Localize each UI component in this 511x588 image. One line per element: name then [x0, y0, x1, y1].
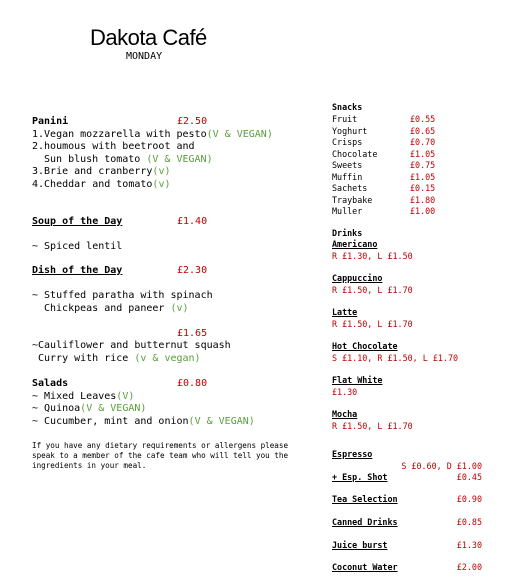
dish-price: £2.30 — [177, 265, 208, 276]
drink-coconut-price: £2.00 — [456, 562, 482, 572]
panini-item-1-tag: (V & VEGAN) — [206, 128, 273, 140]
panini-item-2a: 2.houmous with beetroot and — [32, 141, 195, 152]
panini-item-2b-name: Sun blush tomato — [44, 153, 141, 165]
dish-item-2b-name: Curry with rice — [38, 352, 129, 364]
drinks-heading: Drinks — [332, 228, 363, 238]
snack-name-8: Muller — [332, 206, 363, 216]
allergen-note: If you have any dietary requirements or allergens please speak to a member of the cafe team who will tell you the ingredients in your meal. — [32, 441, 289, 470]
panini-item-3-tag: (v) — [152, 166, 171, 177]
dish-item-1b — [44, 303, 189, 316]
dish-heading: Dish of the Day — [32, 265, 123, 276]
soup-item: ~ Spiced lentil — [32, 241, 123, 252]
snack-name-4: Sweets — [332, 160, 363, 170]
dish-item-2a: ~Cauliflower and butternut squash — [32, 340, 231, 351]
dish-item-1-tag: (v) — [170, 302, 189, 314]
snack-price-0: £0.55 — [410, 114, 436, 124]
salads-item-1-name: ~ Mixed Leaves — [32, 390, 117, 402]
drink-espresso-name: Espresso — [332, 449, 373, 459]
dish-item-2-tag: (v & vegan) — [134, 352, 201, 364]
snack-price-2: £0.70 — [410, 137, 436, 147]
drink-canned-price: £0.85 — [456, 517, 482, 527]
panini-heading: Panini — [32, 116, 69, 127]
drink-flat-white-price: £1.30 — [332, 386, 358, 397]
snack-name-5: Muffin — [332, 171, 363, 182]
snack-price-3: £1.05 — [410, 148, 436, 159]
snack-price-7: £1.80 — [410, 194, 436, 205]
drink-latte-price: R £1.50, L £1.70 — [332, 318, 413, 329]
snack-price-5: £1.05 — [410, 171, 436, 182]
drink-canned-name: Canned Drinks — [332, 517, 398, 527]
salads-item-3-tag: (V & VEGAN) — [188, 415, 255, 427]
drink-juice-price: £1.30 — [456, 540, 482, 550]
drink-tea-price: £0.90 — [456, 494, 482, 504]
snack-price-4: £0.75 — [410, 160, 436, 170]
salads-item-2 — [32, 403, 146, 416]
panini-item-4-name: 4.Cheddar and tomato — [32, 178, 153, 190]
drink-hot-chocolate-price: S £1.10, R £1.50, L £1.70 — [332, 352, 459, 363]
drink-juice-name: Juice burst — [332, 540, 388, 550]
snack-price-6: £0.15 — [410, 183, 436, 193]
drink-tea-name: Tea Selection — [332, 494, 398, 504]
panini-item-1-name: 1.Vegan mozzarella with pesto — [32, 128, 207, 140]
drink-cappuccino-price: R £1.50, L £1.70 — [332, 284, 413, 295]
panini-item-1 — [32, 129, 273, 142]
panini-item-3-name: 3.Brie and cranberry — [32, 166, 153, 177]
drink-hot-chocolate-name: Hot Chocolate — [332, 341, 398, 351]
snack-name-6: Sachets — [332, 183, 368, 193]
drink-coconut-name: Coconut Water — [332, 562, 398, 572]
snack-name-7: Traybake — [332, 194, 373, 205]
panini-price: £2.50 — [177, 116, 208, 127]
drink-americano-name: Americano — [332, 239, 378, 249]
dish-price-2: £1.65 — [177, 327, 208, 339]
soup-heading: Soup of the Day — [32, 216, 123, 227]
panini-item-4-tag: (v) — [152, 178, 171, 190]
salads-item-3 — [32, 416, 255, 429]
snack-name-2: Crisps — [332, 137, 363, 147]
drink-mocha-price: R £1.50, L £1.70 — [332, 420, 413, 431]
dish-item-1a: ~ Stuffed paratha with spinach — [32, 290, 213, 301]
drink-flat-white-name: Flat White — [332, 375, 383, 385]
drink-americano-price: R £1.30, L £1.50 — [332, 250, 413, 261]
snack-price-8: £1.00 — [410, 206, 436, 216]
dish-item-1b-name: Chickpeas and paneer — [44, 302, 165, 314]
salads-item-1-tag: (V) — [116, 390, 135, 402]
salads-heading: Salads — [32, 378, 69, 389]
panini-item-3 — [32, 166, 170, 179]
drink-cappuccino-name: Cappuccino — [332, 273, 383, 283]
drink-mocha-name: Mocha — [332, 409, 358, 419]
snack-price-1: £0.65 — [410, 125, 436, 136]
panini-item-4 — [32, 179, 170, 192]
snack-name-0: Fruit — [332, 114, 358, 124]
day-label: MONDAY — [126, 51, 163, 62]
drink-latte-name: Latte — [332, 307, 358, 317]
snacks-heading: Snacks — [332, 102, 363, 112]
salads-item-3-name: ~ Cucumber, mint and onion — [32, 415, 189, 427]
snack-name-1: Yoghurt — [332, 125, 368, 136]
panini-item-2b — [44, 154, 213, 167]
drink-esp-shot-price: £0.45 — [456, 472, 482, 482]
soup-price: £1.40 — [177, 216, 208, 227]
dish-item-2b — [38, 353, 201, 366]
cafe-title: Dakota Café — [90, 25, 207, 50]
drink-esp-shot-name: + Esp. Shot — [332, 472, 388, 482]
salads-price: £0.80 — [177, 378, 208, 389]
salads-item-1 — [32, 391, 134, 404]
snack-name-3: Chocolate — [332, 148, 378, 159]
salads-item-2-tag: (V & VEGAN) — [80, 403, 147, 414]
salads-item-2-name: ~ Quinoa — [32, 403, 81, 414]
panini-item-2-tag: (V & VEGAN) — [146, 153, 213, 165]
drink-espresso-price: S £0.60, D £1.00 — [401, 460, 482, 471]
